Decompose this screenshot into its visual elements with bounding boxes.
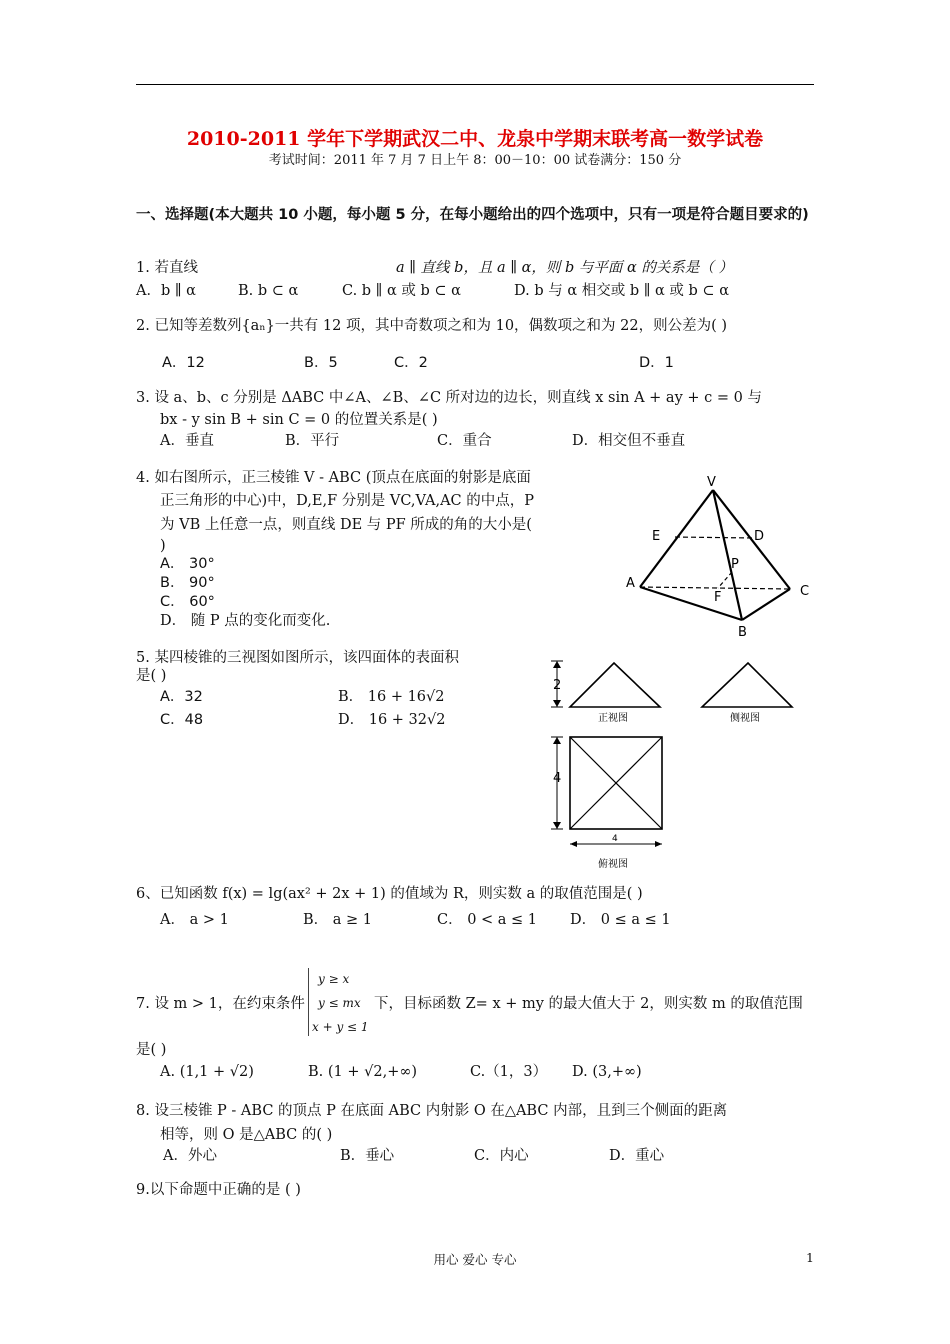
q3-option-b: B．平行 xyxy=(285,433,340,449)
q4-option-d: D． 随 P 点的变化而变化. xyxy=(160,613,331,629)
q8-line2: 相等，则 O 是△ABC 的( ) xyxy=(160,1127,333,1143)
q4-line1: 4. 如右图所示，正三棱锥 V - ABC (顶点在底面的射影是底面 xyxy=(136,470,531,486)
q5-option-d: D． 16 + 32√2 xyxy=(338,712,446,728)
q2-option-a: A．12 xyxy=(162,355,205,371)
edge-AB xyxy=(640,587,742,620)
q6-option-b: B． a ≥ 1 xyxy=(303,912,373,928)
label-A: A xyxy=(626,576,635,591)
q3-line2: bx - y sin B + sin C = 0 的位置关系是( ) xyxy=(160,412,438,428)
q7-option-d: D. (3,+∞) xyxy=(572,1064,642,1080)
label-D: D xyxy=(754,529,765,544)
label-C: C xyxy=(800,584,810,599)
q7-option-b: B. (1 + √2,+∞) xyxy=(308,1064,418,1080)
q7-option-a: A. (1,1 + √2) xyxy=(160,1064,254,1080)
q7-option-c: C.（1，3） xyxy=(470,1064,548,1080)
q5-line1: 5. 某四棱锥的三视图如图所示，该四面体的表面积 xyxy=(136,650,459,666)
q5-option-c: C．48 xyxy=(160,712,204,728)
q3-option-c: C．重合 xyxy=(437,433,492,449)
q7-constraint-3: x + y ≤ 1 xyxy=(312,1020,369,1034)
q3-option-a: A．垂直 xyxy=(160,433,214,449)
q4-line3: 为 VB 上任意一点，则直线 DE 与 PF 所成的角的大小是( xyxy=(160,517,532,533)
page-number: 1 xyxy=(806,1250,814,1265)
segment-PF xyxy=(718,572,732,588)
width-label: 4 xyxy=(612,834,618,844)
q1-prefix: 1. 若直线 xyxy=(136,260,198,276)
edge-VA xyxy=(640,490,713,587)
q2-option-b: B．5 xyxy=(304,355,338,371)
q7-prefix: 7. 设 m > 1，在约束条件 xyxy=(136,996,305,1012)
q1-option-a: A．b ∥ α xyxy=(136,283,196,299)
q6-stem: 6、已知函数 f(x) = lg(ax² + 2x + 1) 的值域为 R，则实数 a 的取值范围是( ) xyxy=(136,886,643,902)
q4-option-a: A． 30° xyxy=(160,556,215,572)
q4-option-b: B． 90° xyxy=(160,575,215,591)
exam-subtitle: 考试时间：2011 年 7 月 7 日上午 8：00－10：00 试卷满分：150 分 xyxy=(268,153,682,168)
q4-line2: 正三角形的中心)中，D,E,F 分别是 VC,VA,AC 的中点，P xyxy=(160,493,535,509)
segment-ED xyxy=(675,537,753,538)
q1-stem: a ∥ 直线 b，且 a ∥ α，则 b 与平面 α 的关系是（ ） xyxy=(396,260,734,276)
side-view-triangle xyxy=(702,663,792,707)
q8-option-c: C．内心 xyxy=(474,1148,529,1164)
q4-line4: ) xyxy=(160,538,166,554)
q5-option-a: A．32 xyxy=(160,689,203,705)
q1-option-b: B. b ⊂ α xyxy=(238,283,299,299)
q8-line1: 8. 设三棱锥 P - ABC 的顶点 P 在底面 ABC 内射影 O 在△ABC 内部，且到三个侧面的距离 xyxy=(136,1103,728,1119)
height-label: 2 xyxy=(553,678,562,693)
header-rule xyxy=(136,84,814,85)
three-view-figure xyxy=(540,655,800,875)
front-view-triangle xyxy=(570,663,660,707)
side-view-label: 侧视图 xyxy=(730,713,760,724)
q7-constraint-1: y ≥ x xyxy=(318,972,350,986)
q6-option-a: A． a > 1 xyxy=(160,912,229,928)
q2-stem: 2. 已知等差数列{aₙ}一共有 12 项，其中奇数项之和为 10，偶数项之和为 22，则公差为( ) xyxy=(136,318,728,334)
q8-option-a: A．外心 xyxy=(163,1148,217,1164)
q7-constraint-2: y ≤ mx xyxy=(318,996,361,1010)
footer-motto: 用心 爱心 专心 xyxy=(433,1252,517,1267)
constraint-brace xyxy=(308,968,309,1036)
exam-title: 2010-2011 学年下学期武汉二中、龙泉中学期末联考高一数学试卷 xyxy=(186,128,764,150)
top-view-label: 俯视图 xyxy=(598,859,628,870)
q5-line2: 是( ) xyxy=(136,668,167,684)
q3-option-d: D．相交但不垂直 xyxy=(572,433,686,449)
edge-BC xyxy=(742,589,790,620)
q1-option-d: D. b 与 α 相交或 b ∥ α 或 b ⊂ α xyxy=(514,283,729,299)
q7-suffix: 下，目标函数 Z= x + my 的最大值大于 2，则实数 m 的取值范围 xyxy=(374,996,803,1012)
label-B: B xyxy=(738,625,747,640)
q4-option-c: C． 60° xyxy=(160,594,215,610)
q2-option-c: C．2 xyxy=(394,355,428,371)
q6-option-d: D． 0 ≤ a ≤ 1 xyxy=(570,912,671,928)
label-F: F xyxy=(714,590,722,605)
label-V: V xyxy=(707,475,716,490)
side-length-label: 4 xyxy=(553,771,562,786)
q6-option-c: C． 0 < a ≤ 1 xyxy=(437,912,538,928)
pyramid-figure xyxy=(620,470,820,645)
label-E: E xyxy=(652,529,661,544)
q9-stem: 9.以下命题中正确的是 ( ) xyxy=(136,1182,301,1198)
label-P: P xyxy=(731,557,739,572)
section-heading: 一、选择题(本大题共 10 小题，每小题 5 分，在每小题给出的四个选项中，只有一项是符合题目要求的) xyxy=(136,207,809,223)
q8-option-b: B．垂心 xyxy=(340,1148,395,1164)
q2-option-d: D．1 xyxy=(639,355,674,371)
q7-line2: 是( ) xyxy=(136,1042,167,1058)
q3-line1: 3. 设 a、b、c 分别是 ΔABC 中∠A、∠B、∠C 所对边的边长，则直线 x sin A + ay + c = 0 与 xyxy=(136,390,762,406)
edge-AC-hidden xyxy=(640,587,790,589)
q5-option-b: B． 16 + 16√2 xyxy=(338,689,445,705)
q1-option-c: C. b ∥ α 或 b ⊂ α xyxy=(342,283,461,299)
front-view-label: 正视图 xyxy=(598,713,628,724)
q8-option-d: D．重心 xyxy=(609,1148,665,1164)
